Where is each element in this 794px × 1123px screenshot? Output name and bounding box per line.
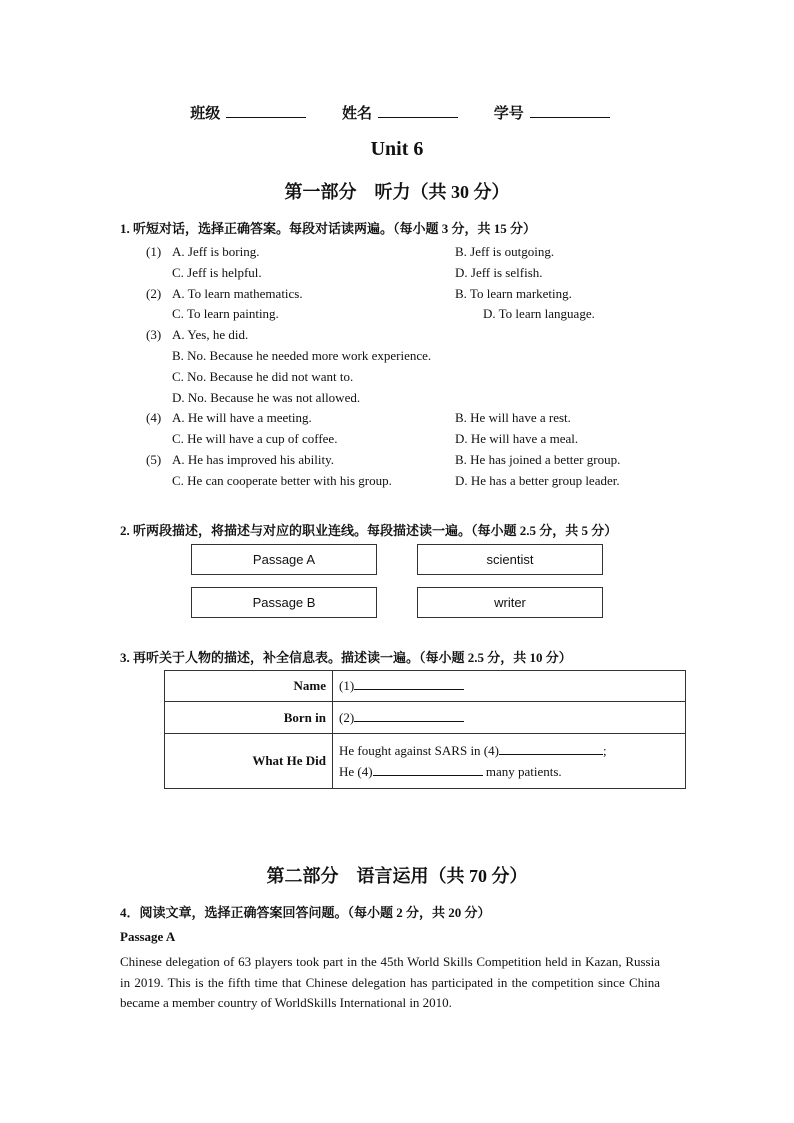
name-label: Name xyxy=(165,671,333,702)
scientist-box[interactable]: scientist xyxy=(417,544,603,575)
option-a[interactable]: A. Yes, he did. xyxy=(172,327,249,342)
table-row xyxy=(165,702,686,734)
table-row xyxy=(165,671,686,702)
blank-number: (2) xyxy=(339,709,355,725)
line-2-text: He (4) xyxy=(339,764,373,779)
id-blank[interactable] xyxy=(530,105,610,118)
option-d[interactable]: D. No. Because he was not allowed. xyxy=(172,390,361,405)
item-number: (1) xyxy=(146,244,162,259)
line-1 xyxy=(339,740,684,761)
what-he-did-label: What He Did xyxy=(165,734,333,789)
option-d[interactable]: D. He will have a meal. xyxy=(455,431,579,446)
part2-title: 第二部分 语言运用（共 70 分） xyxy=(266,866,528,886)
item-number: (3) xyxy=(146,327,162,342)
blank-4b[interactable] xyxy=(373,764,483,776)
option-d[interactable]: D. He has a better group leader. xyxy=(455,473,620,488)
option-c[interactable]: C. He will have a cup of coffee. xyxy=(172,431,338,446)
passage-title: Passage A xyxy=(120,929,176,944)
option-b[interactable]: B. To learn marketing. xyxy=(455,286,572,301)
q4-instruction: 4．阅读文章，选择正确答案回答问题。（每小题 2 分，共 20 分） xyxy=(120,905,491,920)
name-label: 姓名 xyxy=(341,106,372,122)
item-number: (5) xyxy=(146,452,162,467)
q1-instruction: 1. 听短对话，选择正确答案。每段对话读两遍。（每小题 3 分，共 15 分） xyxy=(120,221,537,236)
option-c[interactable]: C. Jeff is helpful. xyxy=(172,265,262,280)
unit-title: Unit 6 xyxy=(370,138,424,160)
part1-title: 第一部分 听力（共 30 分） xyxy=(284,182,510,202)
item-number: (4) xyxy=(146,410,162,425)
item-number: (2) xyxy=(146,286,162,301)
option-d[interactable]: D. To learn language. xyxy=(483,306,595,321)
id-label: 学号 xyxy=(493,106,524,122)
line-1-text: He fought against SARS in (4) xyxy=(339,743,499,758)
option-d[interactable]: D. Jeff is selfish. xyxy=(455,265,543,280)
blank-4a[interactable] xyxy=(499,743,603,755)
option-b[interactable]: B. No. Because he needed more work experience. xyxy=(172,348,432,363)
option-c[interactable]: C. To learn painting. xyxy=(172,306,279,321)
option-a[interactable]: A. He will have a meeting. xyxy=(172,410,312,425)
option-b[interactable]: B. Jeff is outgoing. xyxy=(455,244,555,259)
born-label: Born in xyxy=(165,702,333,734)
q2-instruction: 2. 听两段描述，将描述与对应的职业连线。每段描述读一遍。（每小题 2.5 分，共 5 分） xyxy=(120,523,618,538)
class-blank[interactable] xyxy=(226,105,306,118)
line-2-end: many patients. xyxy=(482,764,562,779)
info-table xyxy=(164,670,686,789)
born-cell xyxy=(333,702,686,734)
student-info-header xyxy=(0,102,794,123)
line-1-end: ; xyxy=(602,743,607,758)
line-2 xyxy=(339,761,684,782)
q3-instruction: 3. 再听关于人物的描述，补全信息表。描述读一遍。（每小题 2.5 分，共 10 分） xyxy=(120,650,572,665)
option-b[interactable]: B. He will have a rest. xyxy=(455,410,571,425)
name-cell xyxy=(333,671,686,702)
option-c[interactable]: C. He can cooperate better with his group. xyxy=(172,473,392,488)
table-row xyxy=(165,734,686,789)
option-b[interactable]: B. He has joined a better group. xyxy=(455,452,621,467)
what-he-did-cell xyxy=(333,734,686,789)
option-a[interactable]: A. To learn mathematics. xyxy=(172,286,303,301)
option-c[interactable]: C. No. Because he did not want to. xyxy=(172,369,354,384)
option-a[interactable]: A. Jeff is boring. xyxy=(172,244,260,259)
writer-box[interactable]: writer xyxy=(417,587,603,618)
passage-a-box[interactable]: Passage A xyxy=(191,544,377,575)
passage-b-box[interactable]: Passage B xyxy=(191,587,377,618)
blank-number: (1) xyxy=(339,678,355,693)
name-blank[interactable] xyxy=(354,678,464,690)
name-blank[interactable] xyxy=(378,105,458,118)
passage-text: Chinese delegation of 63 players took part in the 45th World Skills Competition held in Kazan, Russia in 2019. This is the fifth time that Chinese delegation has participated in the competition since China became a member country of WorldSkills International in 2010. xyxy=(120,954,660,1010)
class-label: 班级 xyxy=(190,106,221,122)
born-blank[interactable] xyxy=(354,710,464,722)
option-a[interactable]: A. He has improved his ability. xyxy=(172,452,334,467)
